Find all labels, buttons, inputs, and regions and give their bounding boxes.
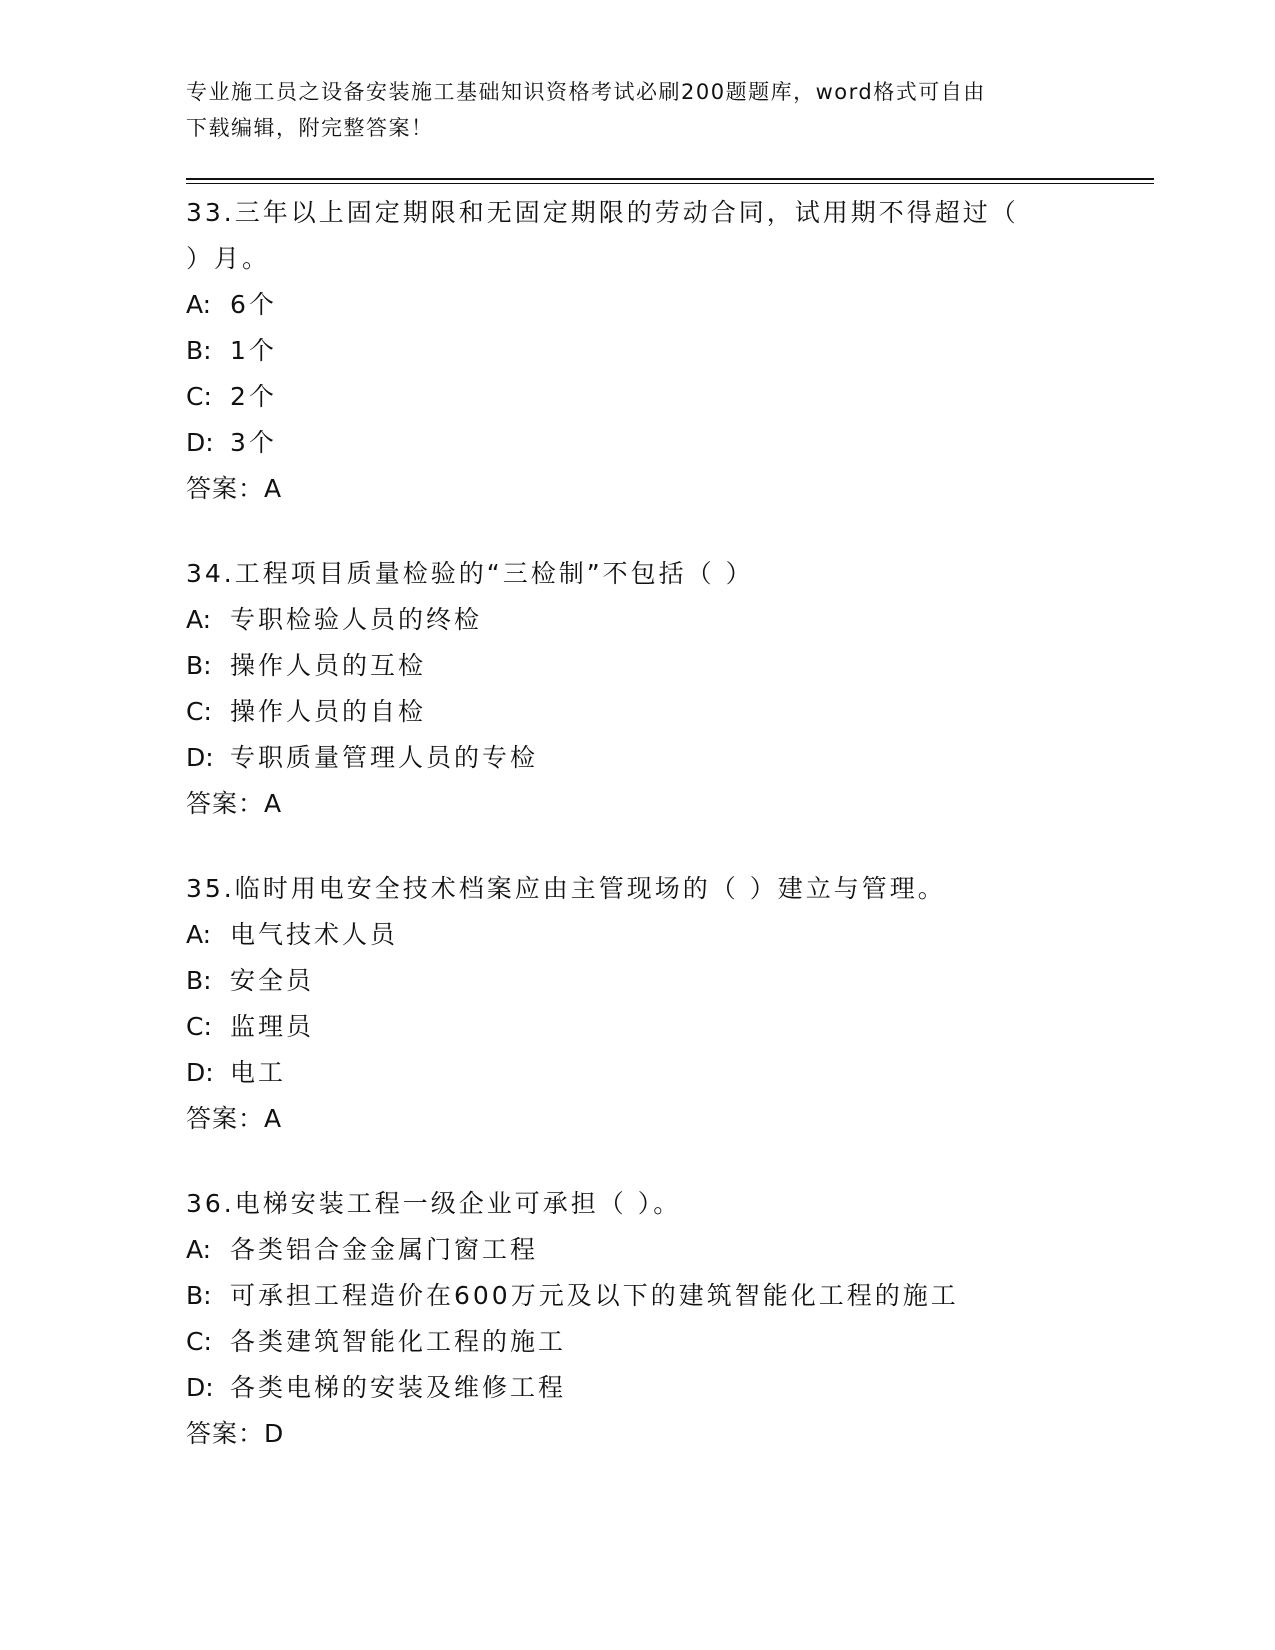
option-text: 各类建筑智能化工程的施工 [230, 1327, 567, 1356]
option-letter: A: [186, 920, 212, 949]
option-b [186, 328, 1086, 374]
option-text: 可承担工程造价在600万元及以下的建筑智能化工程的施工 [230, 1281, 959, 1310]
option-text: 各类铝合金金属门窗工程 [230, 1235, 539, 1264]
question-34 [186, 551, 1086, 827]
option-b [186, 958, 1086, 1004]
option-text: 电工 [230, 1058, 287, 1087]
question-33 [186, 190, 1086, 512]
option-letter: B: [186, 336, 212, 365]
question-stem: 33.三年以上固定期限和无固定期限的劳动合同，试用期不得超过（ [186, 198, 1019, 227]
question-list [186, 190, 1086, 1496]
option-letter: B: [186, 651, 212, 680]
option-letter: D: [186, 743, 214, 772]
header-line-2: 下载编辑，附完整答案！ [186, 116, 434, 140]
answer-line: 答案：D [186, 1419, 285, 1448]
option-letter: D: [186, 428, 214, 457]
option-text: 6个 [230, 290, 277, 319]
option-a [186, 912, 1086, 958]
option-text: 专职检验人员的终检 [230, 605, 483, 634]
option-letter: A: [186, 1235, 212, 1264]
option-text: 电气技术人员 [230, 920, 399, 949]
option-b [186, 643, 1086, 689]
option-c [186, 1319, 1086, 1365]
option-c [186, 1004, 1086, 1050]
option-letter: C: [186, 1327, 212, 1356]
option-c [186, 374, 1086, 420]
option-letter: D: [186, 1058, 214, 1087]
option-letter: B: [186, 966, 212, 995]
option-b [186, 1273, 1086, 1319]
option-text: 1个 [230, 336, 277, 365]
option-letter: D: [186, 1373, 214, 1402]
option-text: 操作人员的互检 [230, 651, 427, 680]
question-36 [186, 1181, 1086, 1457]
option-a [186, 282, 1086, 328]
option-text: 2个 [230, 382, 277, 411]
option-letter: C: [186, 382, 212, 411]
question-stem-continued: ）月。 [186, 244, 271, 273]
question-stem: 35.临时用电安全技术档案应由主管现场的（ ）建立与管理。 [186, 874, 946, 903]
option-letter: A: [186, 605, 212, 634]
option-a [186, 597, 1086, 643]
option-text: 操作人员的自检 [230, 697, 427, 726]
question-35 [186, 866, 1086, 1142]
header-line-1: 专业施工员之设备安装施工基础知识资格考试必刷200题题库，word格式可自由 [186, 80, 986, 104]
option-letter: A: [186, 290, 212, 319]
option-text: 3个 [230, 428, 277, 457]
option-d [186, 735, 1086, 781]
option-text: 各类电梯的安装及维修工程 [230, 1373, 567, 1402]
option-text: 专职质量管理人员的专检 [230, 743, 539, 772]
option-text: 监理员 [230, 1012, 315, 1041]
option-d [186, 1365, 1086, 1411]
answer-line: 答案：A [186, 789, 283, 818]
option-d [186, 420, 1086, 466]
question-stem: 34.工程项目质量检验的“三检制”不包括（ ） [186, 559, 754, 588]
document-header [186, 74, 1066, 146]
option-a [186, 1227, 1086, 1273]
option-letter: B: [186, 1281, 212, 1310]
option-letter: C: [186, 1012, 212, 1041]
answer-line: 答案：A [186, 474, 283, 503]
option-c [186, 689, 1086, 735]
header-divider-thick [186, 178, 1154, 180]
question-stem: 36.电梯安装工程一级企业可承担（ ）。 [186, 1189, 682, 1218]
answer-line: 答案：A [186, 1104, 283, 1133]
header-divider-thin [186, 183, 1154, 184]
option-letter: C: [186, 697, 212, 726]
option-text: 安全员 [230, 966, 315, 995]
option-d [186, 1050, 1086, 1096]
